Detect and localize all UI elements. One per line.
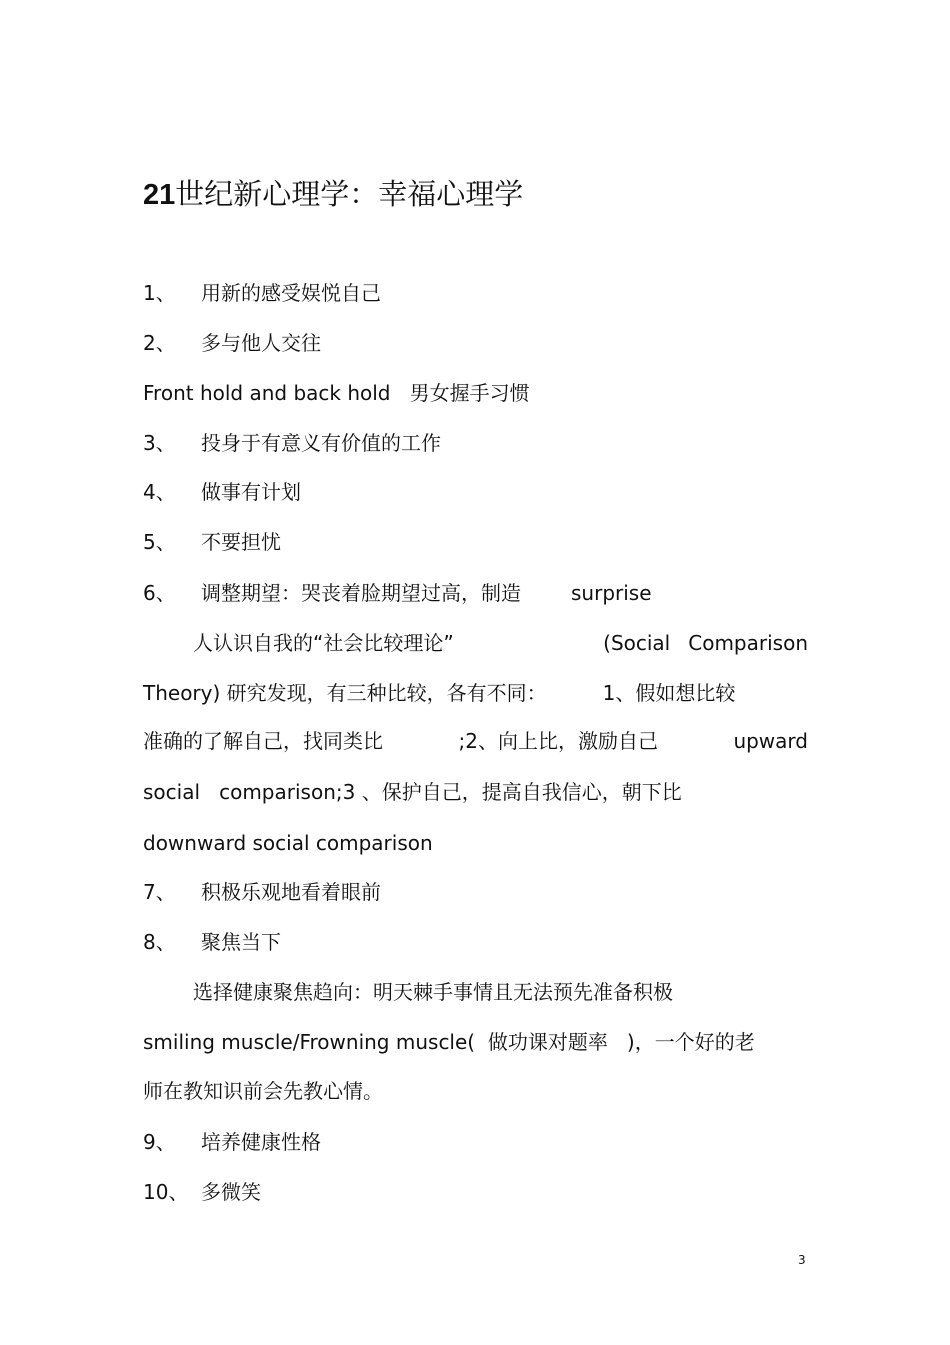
item-text: 多与他人交往	[201, 331, 321, 355]
item-text: 聚焦当下	[201, 930, 281, 954]
title-number: 21	[143, 179, 176, 211]
list-item	[143, 877, 808, 907]
paragraph-line	[143, 977, 808, 1007]
item-number: 4、	[143, 480, 176, 504]
item-text: 多微笑	[201, 1180, 261, 1204]
item-number: 6、	[143, 581, 176, 605]
list-item	[143, 1177, 808, 1207]
para-text: 师在教知识前会先教心情。	[143, 1079, 383, 1103]
item-text: 做事有计划	[201, 480, 301, 504]
list-item	[143, 477, 808, 507]
list-item	[143, 578, 808, 608]
para-text: 人认识自我的“社会比较理论”	[193, 631, 454, 655]
list-item	[143, 328, 808, 358]
item-tail: surprise	[571, 581, 652, 605]
list-item	[143, 527, 808, 557]
para-text: ;2、向上比，激励自己	[458, 729, 658, 753]
item-number: 9、	[143, 1130, 176, 1154]
paragraph-line	[143, 1076, 808, 1106]
item-text: 调整期望：哭丧着脸期望过高，制造	[201, 581, 521, 605]
paragraph-line	[143, 828, 808, 858]
paragraph-line	[143, 1027, 808, 1057]
item-number: 10、	[143, 1180, 189, 1204]
item-text: 培养健康性格	[201, 1130, 321, 1154]
item-text: Front hold and back hold 男女握手习惯	[143, 381, 530, 405]
para-text: Theory) 研究发现，有三种比较，各有不同：	[143, 681, 547, 705]
paragraph-line	[143, 628, 808, 658]
para-text: upward	[733, 729, 808, 753]
text-line	[143, 378, 808, 408]
para-text: 准确的了解自己，找同类比	[143, 729, 383, 753]
item-text: 积极乐观地看着眼前	[201, 880, 381, 904]
list-item	[143, 428, 808, 458]
item-text: 用新的感受娱悦自己	[201, 281, 381, 305]
page-title	[143, 172, 523, 217]
para-text: (Social	[603, 631, 671, 655]
list-item	[143, 927, 808, 957]
item-number: 3、	[143, 431, 176, 455]
para-text: social comparison;3 、保护自己，提高自我信心，朝下比	[143, 780, 682, 804]
title-text: 世纪新心理学：幸福心理学	[175, 177, 524, 211]
page-number: 3	[798, 1253, 806, 1267]
para-text: 1、假如想比较	[602, 681, 736, 705]
para-text: smiling muscle/Frowning muscle( 做功课对题率 )，一个好的老	[143, 1030, 755, 1054]
list-item	[143, 278, 808, 308]
item-number: 1、	[143, 281, 176, 305]
item-number: 5、	[143, 530, 176, 554]
para-text: Comparison	[688, 631, 808, 655]
paragraph-line	[143, 777, 808, 807]
item-number: 8、	[143, 930, 176, 954]
item-text: 投身于有意义有价值的工作	[201, 431, 441, 455]
para-text: downward social comparison	[143, 831, 433, 855]
paragraph-line	[143, 726, 808, 756]
item-text: 不要担忧	[201, 530, 281, 554]
item-number: 2、	[143, 331, 176, 355]
para-text: 选择健康聚焦趋向：明天棘手事情且无法预先准备积极	[193, 980, 673, 1004]
paragraph-line	[143, 678, 808, 708]
item-number: 7、	[143, 880, 176, 904]
list-item	[143, 1127, 808, 1157]
